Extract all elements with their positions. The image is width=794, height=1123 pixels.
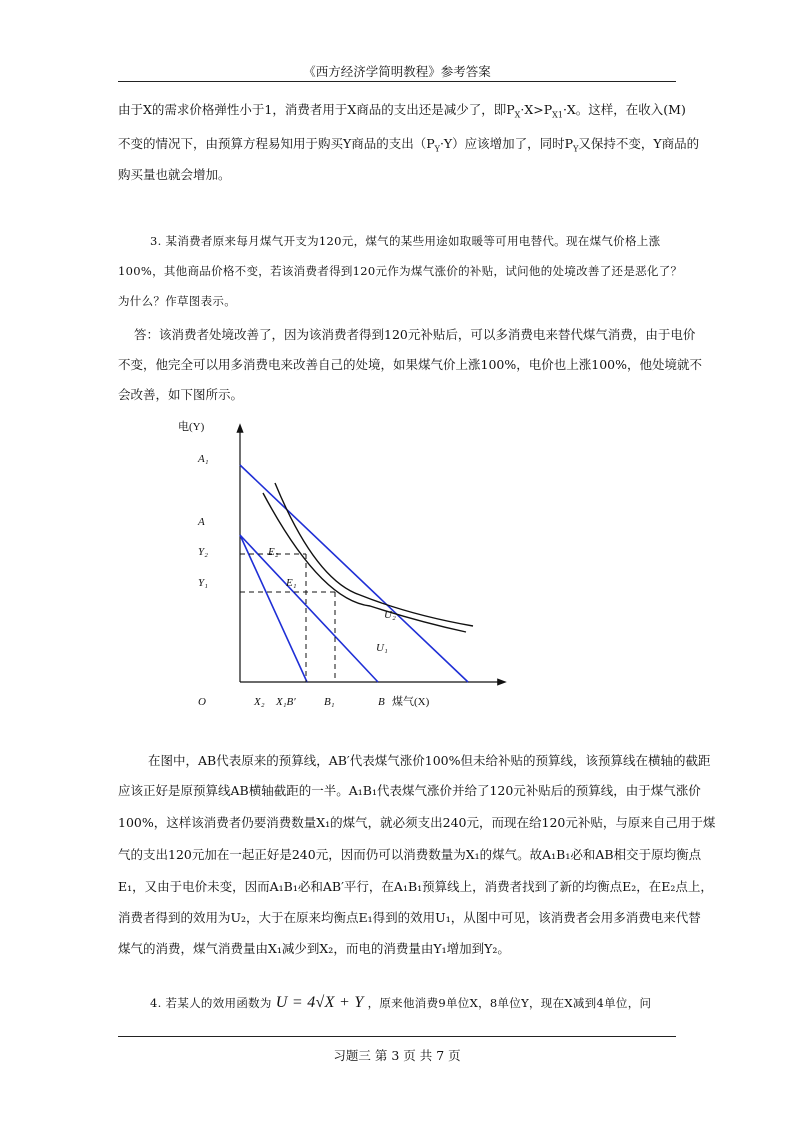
label-u1: U₁ <box>376 642 388 654</box>
indifference-curve-u1 <box>263 493 466 632</box>
subscript: X1 <box>552 110 563 120</box>
budget-line-a1b1 <box>240 465 468 682</box>
para2-line6: 消费者得到的效用为U₂，大于在原来均衡点E₁得到的效用U₁，从图中可见，该消费者会用多消费电来代替 <box>118 910 701 925</box>
para2-line4: 气的支出120元加在一起正好是240元，因而仍可以消费数量为X₁的煤气。故A₁B₁必和AB相交于原均衡点 <box>118 847 702 862</box>
para1-line3: 购买量也就会增加。 <box>118 167 231 182</box>
question3-line1: 3. 某消费者原来每月煤气开支为120元，煤气的某些用途如取暖等可用电替代。现在煤气价格上涨 <box>150 234 661 248</box>
page-footer: 习题三 第 3 页 共 7 页 <box>333 1048 461 1063</box>
answer3-line1: 答：该消费者处境改善了，因为该消费者得到120元补贴后，可以多消费电来替代煤气消费，由于电价 <box>134 327 696 342</box>
utility-formula: U = 4√X + Y <box>275 994 364 1011</box>
label-y1: Y₁ <box>198 577 208 589</box>
answer3-line3: 会改善，如下图所示。 <box>118 387 244 402</box>
para2-line3: 100%，这样该消费者仍要消费数量X₁的煤气，就必须支出240元，而现在给120元补贴，与原来自己用于煤 <box>118 815 716 830</box>
text-run: ·X>P <box>520 102 553 117</box>
question4-suffix: ，原来他消费9单位X，8单位Y，现在X减到4单位，问 <box>367 996 652 1010</box>
para2-line5: E₁，又由于电价未变，因而A₁B₁必和AB′平行，在A₁B₁预算线上，消费者找到了新的均衡点E₂，在E₂点上， <box>118 879 713 894</box>
label-u2: U₂ <box>384 609 396 621</box>
text-run: 由于X的需求价格弹性小于1，消费者用于X商品的支出还是减少了，即P <box>118 102 515 117</box>
label-e2: E₂ <box>268 546 279 558</box>
text-run: ·X。这样，在收入(M) <box>562 102 686 117</box>
para2-line2: 应该正好是原预算线AB横轴截距的一半。A₁B₁代表煤气涨价并给了120元补贴后的预算线，由于煤气涨价 <box>118 783 701 798</box>
para1-line2 <box>118 134 700 154</box>
para2-line7: 煤气的消费，煤气消费量由X₁减少到X₂，而电的消费量由Y₁增加到Y₂。 <box>118 941 510 956</box>
label-b1: B₁ <box>324 696 335 708</box>
label-y2: Y₂ <box>198 546 208 558</box>
question3-line2: 100%，其他商品价格不变，若该消费者得到120元作为煤气涨价的补贴，试问他的处境改善了还是恶化了？ <box>118 264 683 278</box>
y-axis-label: 电(Y) <box>178 421 205 433</box>
text-run: 不变的情况下，由预算方程易知用于购买Y商品的支出（P <box>118 136 435 151</box>
header-rule <box>118 81 676 82</box>
answer3-line2: 不变，他完全可以用多消费电来改善自己的处境，如果煤气价上涨100%，电价也上涨100%，他处境就不 <box>118 357 702 372</box>
para2-line1: 在图中，AB代表原来的预算线，AB′代表煤气涨价100%但未给补贴的预算线，该预算线在横轴的截距 <box>148 753 711 768</box>
label-a: A <box>198 516 205 528</box>
text-run: ·Y）应该增加了，同时P <box>439 136 574 151</box>
label-b: B <box>378 696 385 708</box>
page-header-title: 《西方经济学简明教程》参考答案 <box>303 64 491 79</box>
label-a1: A₁ <box>198 453 209 465</box>
label-origin: O <box>198 696 206 708</box>
question4-line <box>150 994 678 1012</box>
label-e1: E₁ <box>286 577 297 589</box>
question3-line3: 为什么？作草图表示。 <box>118 294 236 308</box>
label-x2: X₂ <box>254 696 265 708</box>
question4-prefix: 4. 若某人的效用函数为 <box>150 996 272 1010</box>
budget-line-ab <box>240 535 378 682</box>
indifference-diagram <box>170 410 510 715</box>
subscript: Y <box>434 144 440 154</box>
footer-rule <box>118 1036 676 1037</box>
label-x1b-prime: X₁B′ <box>276 696 296 708</box>
x-axis-label: 煤气(X) <box>392 696 430 708</box>
subscript: X <box>514 110 521 120</box>
subscript: Y <box>573 144 579 154</box>
text-run: 又保持不变，Y商品的 <box>578 136 700 151</box>
para1-line1 <box>118 100 686 120</box>
